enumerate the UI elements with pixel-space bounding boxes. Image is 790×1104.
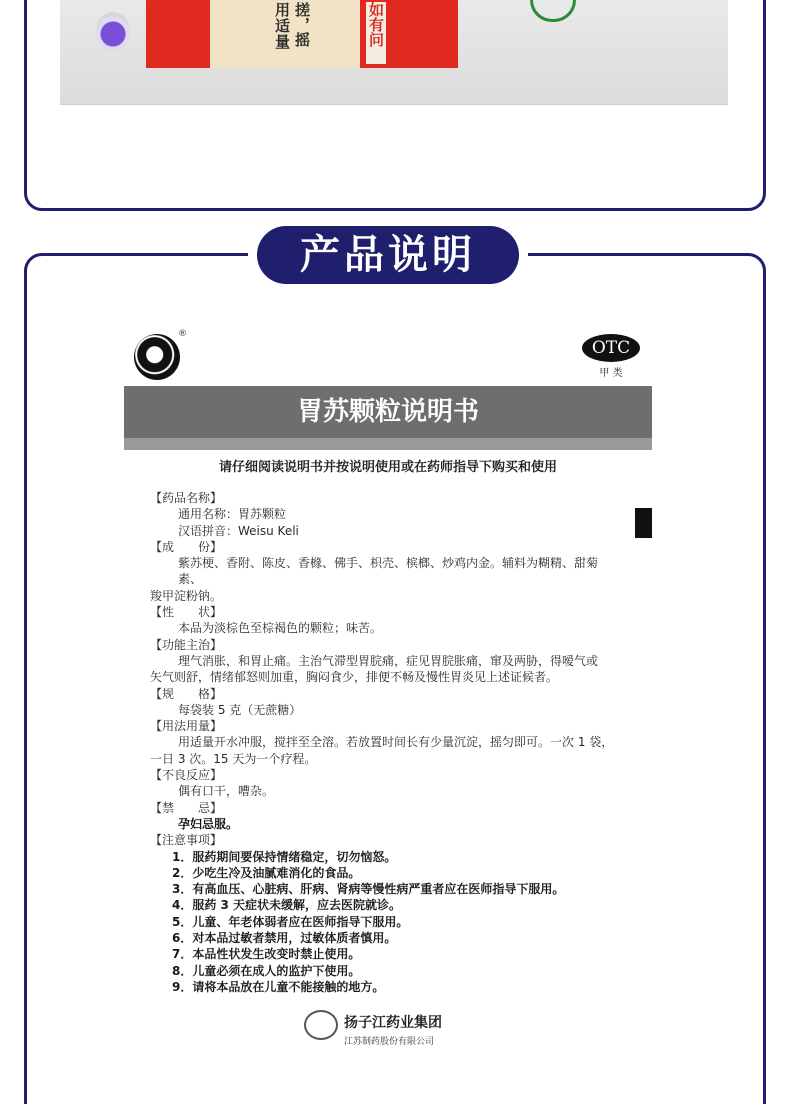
- sachet-logo-icon: [96, 12, 130, 52]
- character-text: 本品为淡棕色至棕褐色的颗粒；味苦。: [178, 621, 383, 636]
- company-subtitle: 江苏制药股份有限公司: [344, 1037, 435, 1047]
- indication-text: 理气消胀，和胃止痛。主治气滞型胃脘痛，症见胃脘胀痛，窜及两胁，得嗳气或: [178, 653, 599, 668]
- section-header: 【功能主治】: [150, 637, 223, 652]
- otc-badge-group: [582, 334, 640, 379]
- section-title: 产品说明: [257, 226, 519, 284]
- note-item: 7．本品性状发生改变时禁止使用。: [172, 947, 361, 962]
- sachet-image: [60, 0, 728, 105]
- sachet-text-col2: 搓，摇: [293, 2, 311, 47]
- usage-text: 用适量开水冲服，搅拌至全溶。若放置时间长有少量沉淀，摇匀即可。一次 1 袋，: [178, 735, 614, 750]
- otc-class: 甲 类: [599, 368, 623, 379]
- company-name: 扬子江药业集团: [344, 1015, 442, 1031]
- sachet-green-emblem-icon: [530, 0, 576, 22]
- note-item: 1．服药期间要保持情绪稳定，切勿恼怒。: [172, 849, 397, 864]
- leaflet-title-bar: [124, 386, 652, 450]
- note-item: 3．有高血压、心脏病、肝病、肾病等慢性病严重者应在医师指导下服用。: [172, 882, 565, 897]
- note-item: 6．对本品过敏者禁用，过敏体质者慎用。: [172, 931, 397, 946]
- note-item: 5．儿童、年老体弱者应在医师指导下服用。: [172, 914, 409, 929]
- section-header: 【性 状】: [150, 605, 223, 620]
- section-header: 【注意事项】: [150, 833, 223, 848]
- leaflet-body: [150, 490, 620, 995]
- section-header: 【禁 忌】: [150, 800, 223, 815]
- note-item: 9．请将本品放在儿童不能接触的地方。: [172, 979, 385, 994]
- leaflet-title: 胃苏颗粒说明书: [296, 397, 479, 427]
- company-signature: [304, 1010, 474, 1050]
- usage-text: 一日 3 次。15 天为一个疗程。: [150, 751, 317, 766]
- otc-badge: OTC: [582, 334, 640, 362]
- section-header: 【成 份】: [150, 539, 223, 554]
- indication-text: 矢气则舒，情绪郁怒则加重，胸闷食少，排便不畅及慢性胃炎见上述证候者。: [150, 670, 559, 685]
- edge-marker: [635, 508, 652, 538]
- spec-text: 每袋装 5 克（无蔗糖）: [178, 702, 302, 717]
- contraindication-text: 孕妇忌服。: [178, 816, 239, 831]
- ingredients-text: 羧甲淀粉钠。: [150, 588, 223, 603]
- usage-warning: 请仔细阅读说明书并按说明使用或在药师指导下购买和使用: [218, 460, 557, 475]
- company-logo-icon: [304, 1010, 338, 1040]
- ingredients-text: 紫苏梗、香附、陈皮、香橼、佛手、枳壳、槟榔、炒鸡内金。辅料为糊精、甜菊素、: [178, 556, 599, 587]
- note-item: 8．儿童必须在成人的监护下使用。: [172, 963, 361, 978]
- note-item: 4．服药 3 天症状未缓解，应去医院就诊。: [172, 898, 402, 913]
- note-item: 2．少吃生冷及油腻难消化的食品。: [172, 865, 361, 880]
- brand-logo-icon: [134, 334, 180, 380]
- sachet-text-col1: 用适量: [273, 2, 291, 50]
- registered-mark: ®: [178, 329, 187, 339]
- generic-name: 通用名称：胃苏颗粒: [178, 507, 287, 522]
- section-header: 【不良反应】: [150, 768, 223, 783]
- section-header: 【规 格】: [150, 686, 223, 701]
- section-header: 【用法用量】: [150, 719, 223, 734]
- adverse-text: 偶有口干，嘈杂。: [178, 784, 275, 799]
- sachet-text-col3: 如有问: [366, 2, 386, 64]
- pinyin-name: 汉语拼音：Weisu Keli: [178, 523, 299, 538]
- section-heading: [0, 226, 790, 286]
- section-header: 【药品名称】: [150, 491, 223, 505]
